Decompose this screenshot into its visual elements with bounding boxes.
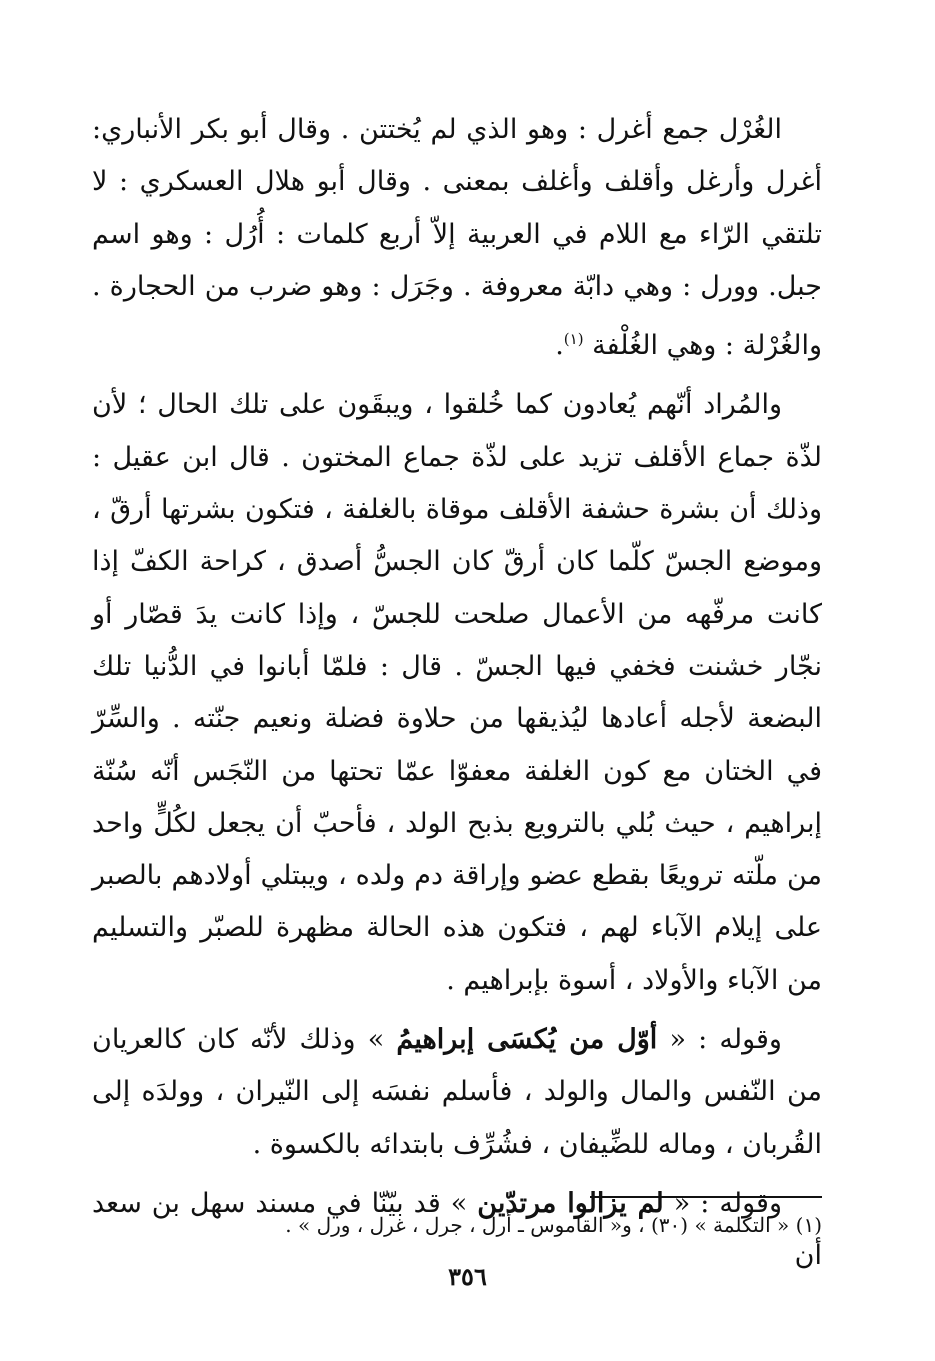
footnote-divider (590, 1196, 822, 1198)
footnote-reference: (١) (563, 330, 584, 349)
paragraph-2 (92, 379, 822, 1007)
hadith-quote-1: أوّل من يُكسَى إبراهيمُ (396, 1024, 658, 1056)
paragraph-1-tail: . (555, 330, 564, 362)
paragraph-3-suffix: » وذلك لأنّه كان كالعريان من النّفس والمال والولد ، فأسلم نفسَه إلى النّيران ، وولدَه إلى القُربان ، وماله للضِّيفان ، فشُرِّف بابتدائه بالكسوة . (92, 1024, 822, 1160)
paragraph-2-text: والمُراد أنّهم يُعادون كما خُلقوا ، ويبقَون على تلك الحال ؛ لأن لذّة جماع الأقلف تزيد على لذّة جماع المختون . قال ابن عقيل : وذلك أن بشرة حشفة الأقلف موقاة بالغلفة ، فتكون بشرتها أرقّ ، وموضع الجسّ كلّما كان أرقّ كان الجسُّ أصدق ، كراحة الكفّ إذا كانت مرفّهه من الأعمال صلحت للجسّ ، وإذا كانت يدَ قصّار أو نجّار خشنت فخفي فيها الجسّ . قال : فلمّا أبانوا في الدُّنيا تلك البضعة لأجله أعادها ليُذيقها من حلاوة فضلة ونعيم جنّته . والسِّرّ في الختان مع كون الغلفة معفوّا عمّا تحتها من النّجَس أنّه سُنّة إبراهيم ، حيث بُلي بالترويع بذبح الولد ، فأحبّ أن يجعل لكُلٍّ واحد من ملّته ترويعًا بقطع عضو وإراقة دم ولده ، ويبتلي أولادهم بالصبر على إيلام الآباء لهم ، فتكون هذه الحالة مظهرة للصبّر والتسليم من الآباء والأولاد ، أسوة بإبراهيم . (92, 389, 823, 996)
paragraph-1-text: الغُرْل جمع أغرل : وهو الذي لم يُختتن . وقال أبو بكر الأنباري: أغرل وأرغل وأقلف وأغلف بمعنى . وقال أبو هلال العسكري : لا تلتقي الرّاء مع اللام في العربية إلاّ أربع كلمات : أُرُل : وهو اسم جبل. وورل : وهي دابّة معروفة . وجَرَل : وهو ضرب من الحجارة . والغُرْلة : وهي الغُلْفة (92, 114, 822, 362)
paragraph-4-suffix: » قد بيّنّا في مسند سهل بن سعد أن (92, 1187, 822, 1272)
paragraph-3 (92, 1014, 822, 1171)
page-number: ٣٥٦ (448, 1262, 487, 1291)
hadith-quote-2: لم يزالوا مرتدّين (477, 1187, 664, 1219)
footnote: (١) « التكلمة » (٣٠) ، و« القاموس ـ أرل ، جرل ، غرل ، ورل » . (285, 1213, 822, 1237)
paragraph-4-prefix: وقوله : « (673, 1187, 782, 1219)
paragraph-1 (92, 104, 822, 372)
paragraph-3-prefix: وقوله : « (669, 1024, 782, 1056)
main-text (92, 104, 822, 1283)
